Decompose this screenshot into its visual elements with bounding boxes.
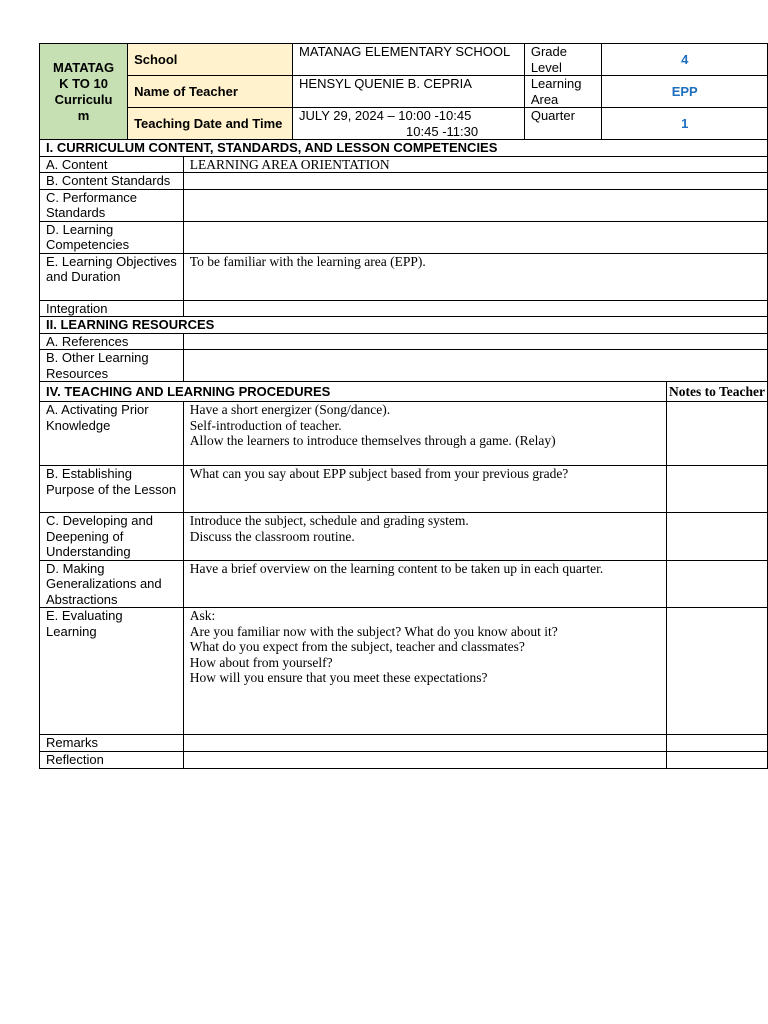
performance-standards-label: C. Performance Standards xyxy=(40,189,184,221)
teacher-label: Name of Teacher xyxy=(128,76,293,108)
developing-understanding-label: C. Developing and Deepening of Understanding xyxy=(40,513,184,561)
making-generalizations-content: Have a brief overview on the learning content to be taken up in each quarter. xyxy=(183,560,666,608)
content-value: LEARNING AREA ORIENTATION xyxy=(183,156,767,173)
date-value: JULY 29, 2024 – 10:00 -10:45 10:45 -11:30 xyxy=(293,108,525,140)
school-label: School xyxy=(128,44,293,76)
reflection-label: Reflection xyxy=(40,752,184,769)
reflection-content xyxy=(183,752,666,769)
notes-to-teacher-header: Notes to Teacher xyxy=(666,382,767,402)
area-label: Learning Area xyxy=(524,76,602,108)
section-1-title: I. CURRICULUM CONTENT, STANDARDS, AND LESSON COMPETENCIES xyxy=(40,140,768,157)
teacher-value: HENSYL QUENIE B. CEPRIA xyxy=(293,76,525,108)
learning-objectives-value: To be familiar with the learning area (EPP). xyxy=(183,253,767,300)
grade-value: 4 xyxy=(602,44,768,76)
activating-prior-knowledge-content: Have a short energizer (Song/dance). Self-introduction of teacher. Allow the learners to introduce themselves through a game. (Relay) xyxy=(183,402,666,466)
notes-generalizations xyxy=(666,560,767,608)
section-2-title: II. LEARNING RESOURCES xyxy=(40,317,768,334)
other-resources-label: B. Other Learning Resources xyxy=(40,350,184,382)
references-label: A. References xyxy=(40,333,184,350)
integration-value xyxy=(183,300,767,317)
developing-understanding-content: Introduce the subject, schedule and grading system. Discuss the classroom routine. xyxy=(183,513,666,561)
performance-standards-value xyxy=(183,189,767,221)
activating-prior-knowledge-label: A. Activating Prior Knowledge xyxy=(40,402,184,466)
content-standards-label: B. Content Standards xyxy=(40,173,184,190)
learning-objectives-label: E. Learning Objectives and Duration xyxy=(40,253,184,300)
lesson-plan-table xyxy=(39,43,768,769)
content-label: A. Content xyxy=(40,156,184,173)
references-value xyxy=(183,333,767,350)
section-4-title: IV. TEACHING AND LEARNING PROCEDURES xyxy=(40,382,667,402)
learning-competencies-value xyxy=(183,221,767,253)
curriculum-cell: MATATAG K TO 10 Curriculu m xyxy=(40,44,128,140)
notes-reflection xyxy=(666,752,767,769)
notes-establishing xyxy=(666,466,767,513)
notes-activating xyxy=(666,402,767,466)
notes-remarks xyxy=(666,735,767,752)
establishing-purpose-label: B. Establishing Purpose of the Lesson xyxy=(40,466,184,513)
date-label: Teaching Date and Time xyxy=(128,108,293,140)
learning-competencies-label: D. Learning Competencies xyxy=(40,221,184,253)
evaluating-learning-content: Ask: Are you familiar now with the subject? What do you know about it? What do you expect from the subject, teacher and classmates? How about from yourself? How will you ensure that you meet these expectations? xyxy=(183,608,666,735)
lesson-plan-sheet xyxy=(39,43,768,769)
quarter-value: 1 xyxy=(602,108,768,140)
content-standards-value xyxy=(183,173,767,190)
other-resources-value xyxy=(183,350,767,382)
notes-evaluating xyxy=(666,608,767,735)
area-value: EPP xyxy=(602,76,768,108)
making-generalizations-label: D. Making Generalizations and Abstractions xyxy=(40,560,184,608)
quarter-label: Quarter xyxy=(524,108,602,140)
establishing-purpose-content: What can you say about EPP subject based from your previous grade? xyxy=(183,466,666,513)
school-value: MATANAG ELEMENTARY SCHOOL xyxy=(293,44,525,76)
remarks-label: Remarks xyxy=(40,735,184,752)
grade-label: Grade Level xyxy=(524,44,602,76)
integration-label: Integration xyxy=(40,300,184,317)
evaluating-learning-label: E. Evaluating Learning xyxy=(40,608,184,735)
remarks-content xyxy=(183,735,666,752)
notes-developing xyxy=(666,513,767,561)
